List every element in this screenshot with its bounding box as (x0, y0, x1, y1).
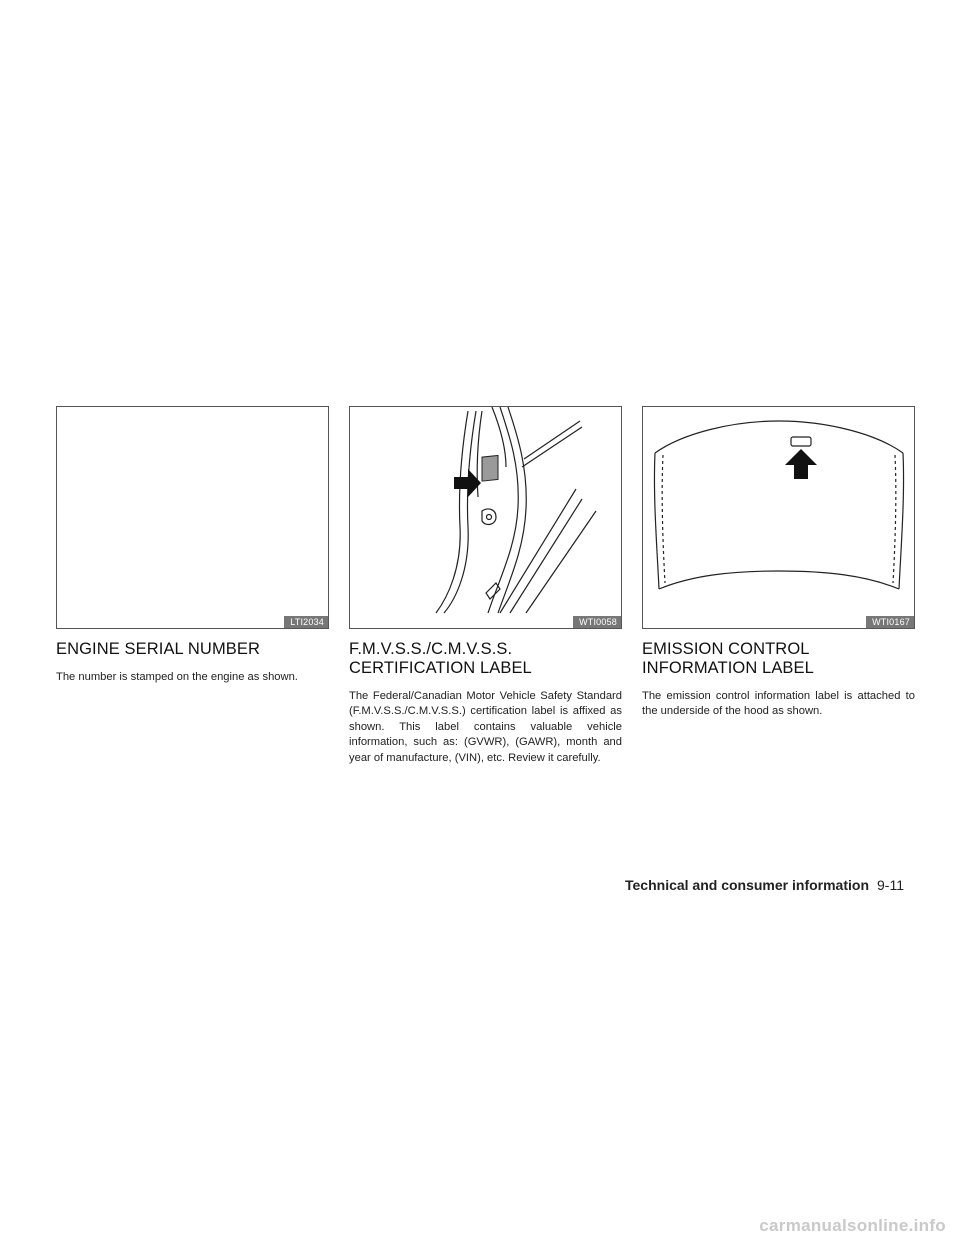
section-certification-label (349, 406, 622, 766)
section-heading: ENGINE SERIAL NUMBER (56, 640, 261, 658)
figure-code: LTI2034 (284, 616, 328, 628)
section-heading: EMISSION CONTROL INFORMATION LABEL (642, 640, 814, 677)
watermark: carmanualsonline.info (759, 1216, 946, 1235)
hood-figure (642, 406, 915, 629)
figure-code: WTI0167 (866, 616, 914, 628)
arrow-icon (785, 449, 817, 479)
footer-section-title: Technical and consumer information (625, 877, 870, 893)
section-heading: F.M.V.S.S./C.M.V.S.S. CERTIFICATION LABEL (349, 640, 532, 677)
engine-serial-figure (56, 406, 329, 629)
door-pillar-figure (349, 406, 622, 629)
section-body: The Federal/Canadian Motor Vehicle Safety Standard (F.M.V.S.S./C.M.V.S.S.) certification label is affixed as shown. This label contains valuable vehicle information, such as: (GVWR), (GAWR), month and year of manufacture, (VIN), etc. Review it carefully. (349, 690, 622, 764)
section-body: The emission control information label is attached to the underside of the hood as shown. (642, 690, 915, 718)
page-number: 9-11 (877, 877, 904, 893)
figure-code: WTI0058 (573, 616, 621, 628)
section-body: The number is stamped on the engine as shown. (56, 671, 298, 683)
door-pillar-illustration (350, 407, 621, 628)
hood-illustration (643, 407, 914, 628)
page-footer (625, 877, 904, 893)
section-emission-control-label (642, 406, 915, 720)
section-engine-serial-number (56, 406, 329, 685)
